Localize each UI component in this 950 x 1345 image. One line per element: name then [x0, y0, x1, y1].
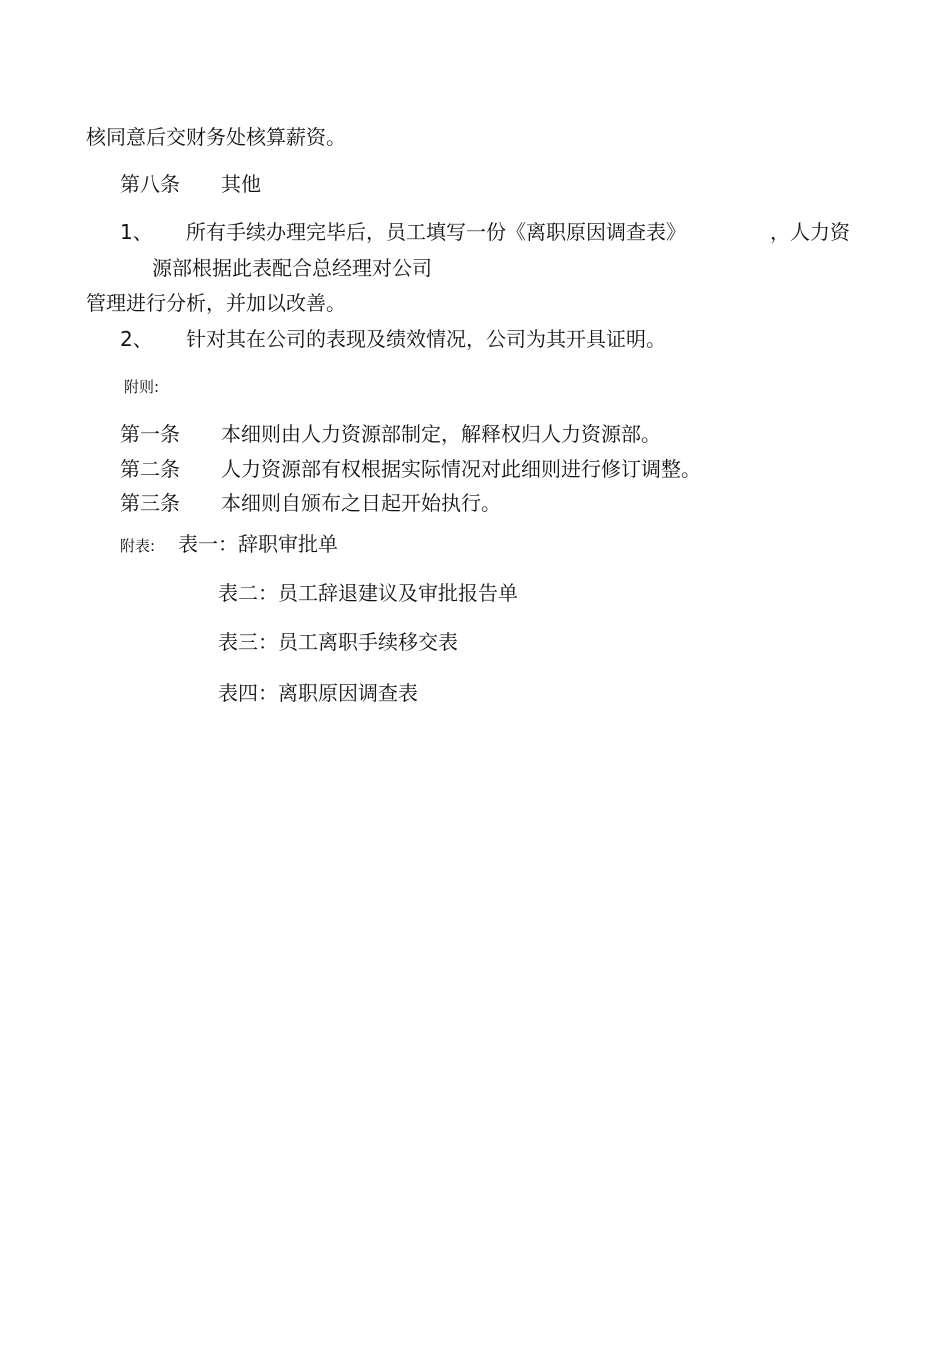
- item-2-text: 针对其在公司的表现及绩效情况，公司为其开具证明。: [186, 327, 666, 351]
- supplementary-article-1-text: 本细则由人力资源部制定，解释权归人力资源部。: [221, 422, 661, 446]
- supplementary-article-3-text: 本细则自颁布之日起开始执行。: [221, 491, 501, 515]
- appendix-table-4: 表四：离职原因调查表: [218, 681, 418, 705]
- item-1-continuation-2: 管理进行分析，并加以改善。: [86, 291, 346, 315]
- supplementary-article-2-text: 人力资源部有权根据实际情况对此细则进行修订调整。: [221, 457, 701, 481]
- item-1-number: 1、: [120, 220, 153, 244]
- item-1-text: 所有手续办理完毕后，员工填写一份《离职原因调查表》: [186, 220, 686, 244]
- item-1-tail: ，人力资: [770, 220, 850, 244]
- article-8-label: 第八条: [120, 172, 180, 196]
- paragraph-line: 核同意后交财务处核算薪资。: [86, 125, 346, 149]
- supplementary-article-1-label: 第一条: [120, 422, 180, 446]
- article-8-title: 其他: [221, 172, 261, 196]
- supplementary-heading: 附则:: [124, 378, 160, 396]
- appendix-label: 附表:: [120, 537, 156, 555]
- item-1-continuation: 源部根据此表配合总经理对公司: [152, 256, 432, 280]
- item-2-number: 2、: [120, 327, 153, 351]
- supplementary-article-2-label: 第二条: [120, 457, 180, 481]
- appendix-table-3: 表三：员工离职手续移交表: [218, 630, 458, 654]
- supplementary-article-3-label: 第三条: [120, 491, 180, 515]
- appendix-table-1: 表一：辞职审批单: [178, 532, 338, 556]
- appendix-table-2: 表二：员工辞退建议及审批报告单: [218, 581, 518, 605]
